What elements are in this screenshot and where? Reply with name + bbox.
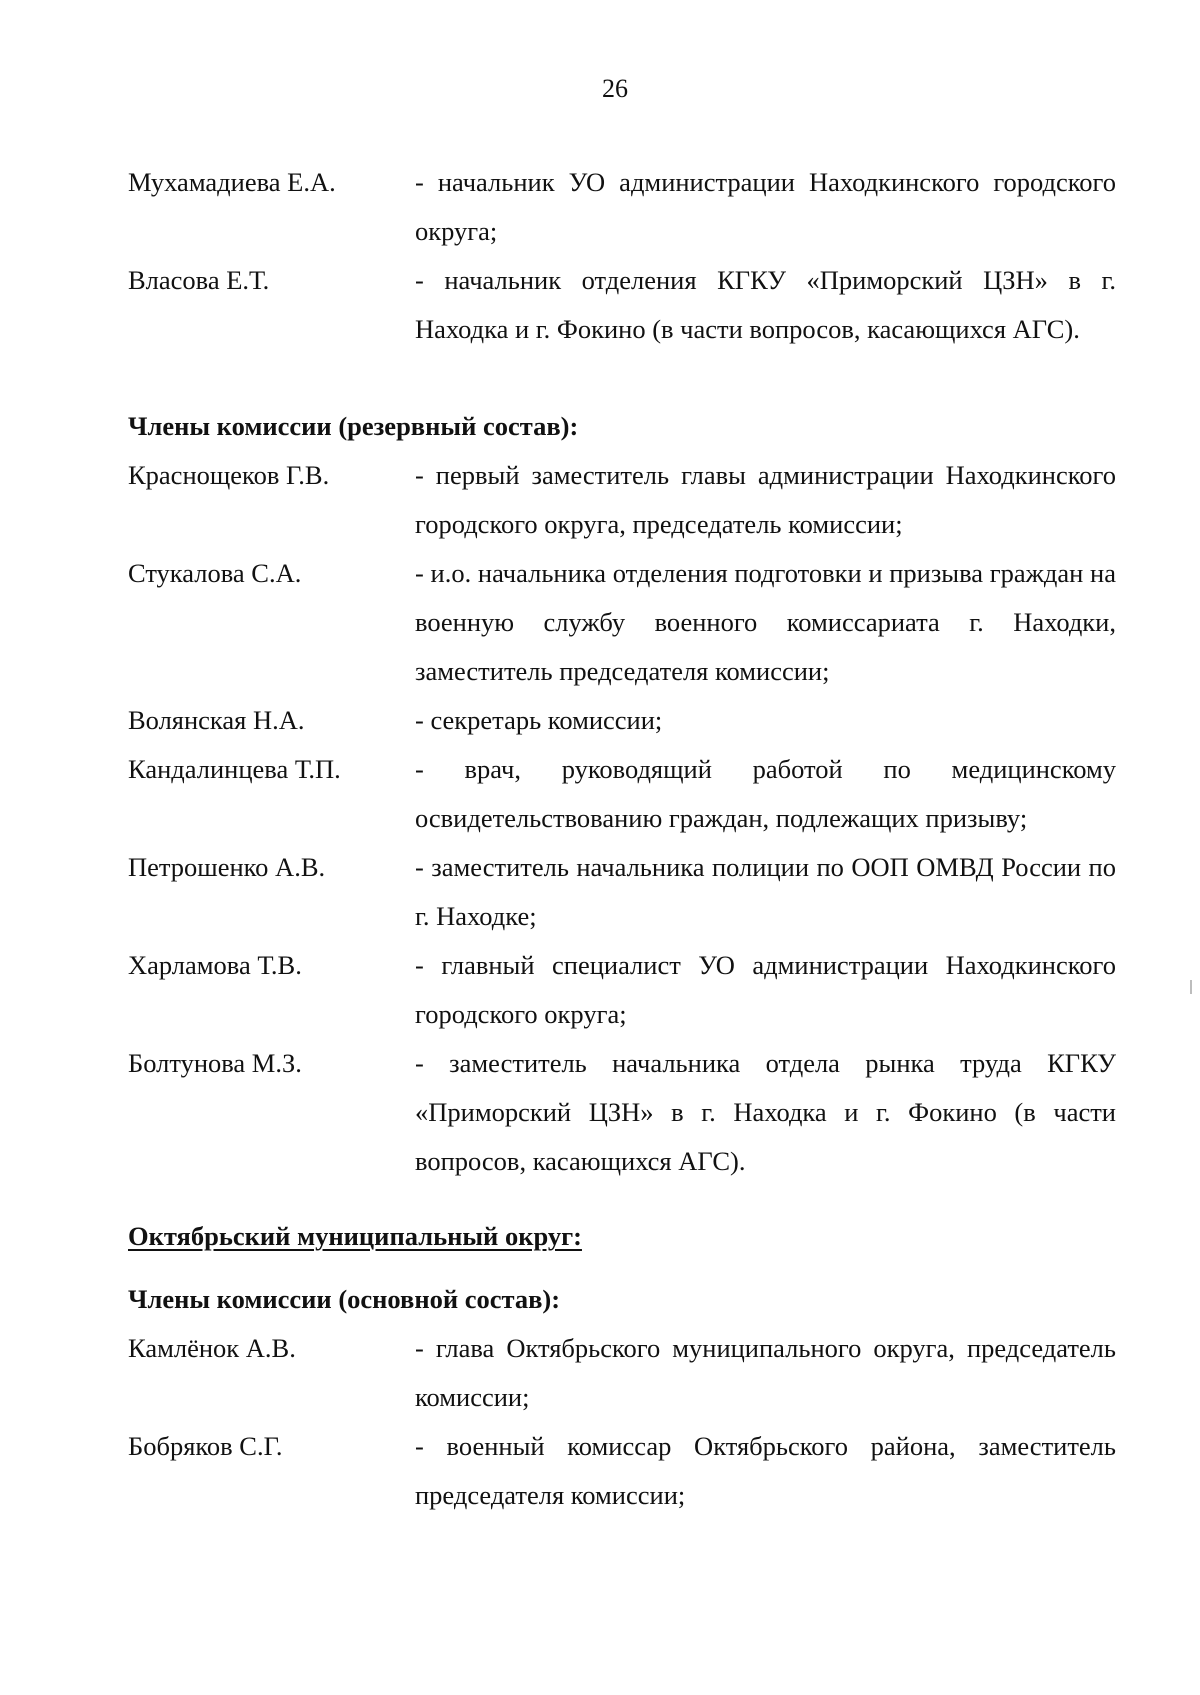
member-role: - главный специалист УО администрации Находкинского городского округа; — [415, 950, 1116, 1029]
member-name: Волянская Н.А. — [128, 705, 305, 735]
member-row — [128, 745, 1116, 843]
member-role: - секретарь комиссии; — [415, 705, 663, 735]
member-name: Кандалинцева Т.П. — [128, 754, 341, 784]
main-composition-heading: Члены комиссии (основной состав): — [128, 1284, 561, 1314]
member-role: - начальник УО администрации Находкинского городского округа; — [415, 167, 1116, 246]
member-row — [128, 158, 1116, 256]
member-role: - врач, руководящий работой по медицинскому освидетельствованию граждан, подлежащих призыву; — [415, 754, 1116, 833]
member-row — [128, 549, 1116, 696]
member-row — [128, 1039, 1116, 1186]
member-name: Краснощеков Г.В. — [128, 460, 330, 490]
member-row — [128, 1324, 1116, 1422]
scan-mark — [1190, 980, 1192, 994]
member-name: Болтунова М.З. — [128, 1048, 302, 1078]
district-heading: Октябрьский муниципальный округ: — [128, 1221, 582, 1251]
member-role: - и.о. начальника отделения подготовки и призыва граждан на военную службу военного комиссариата г. Находки, заместитель председателя комиссии; — [415, 558, 1116, 686]
member-name: Петрошенко А.В. — [128, 852, 326, 882]
member-row — [128, 1422, 1116, 1520]
member-role: - начальник отделения КГКУ «Приморский ЦЗН» в г. Находка и г. Фокино (в части вопросов, касающихся АГС). — [415, 265, 1116, 344]
member-name: Камлёнок А.В. — [128, 1333, 296, 1363]
member-row — [128, 451, 1116, 549]
member-name: Стукалова С.А. — [128, 558, 302, 588]
commission-list — [128, 158, 1116, 1520]
page-number: 26 — [602, 74, 628, 103]
member-name: Мухамадиева Е.А. — [128, 167, 336, 197]
member-role: - глава Октябрьского муниципального округа, председатель комиссии; — [415, 1333, 1116, 1412]
member-row — [128, 843, 1116, 941]
member-row — [128, 696, 1116, 745]
member-row — [128, 256, 1116, 354]
member-name: Харламова Т.В. — [128, 950, 302, 980]
member-role: - первый заместитель главы администрации Находкинского городского округа, председатель комиссии; — [415, 460, 1116, 539]
member-role: - заместитель начальника полиции по ООП ОМВД России по г. Находке; — [415, 852, 1116, 931]
member-name: Власова Е.Т. — [128, 265, 270, 295]
member-name: Бобряков С.Г. — [128, 1431, 283, 1461]
member-row — [128, 941, 1116, 1039]
member-role: - военный комиссар Октябрьского района, заместитель председателя комиссии; — [415, 1431, 1116, 1510]
member-role: - заместитель начальника отдела рынка труда КГКУ «Приморский ЦЗН» в г. Находка и г. Фокино (в части вопросов, касающихся АГС). — [415, 1048, 1116, 1176]
reserve-heading: Члены комиссии (резервный состав): — [128, 411, 579, 441]
